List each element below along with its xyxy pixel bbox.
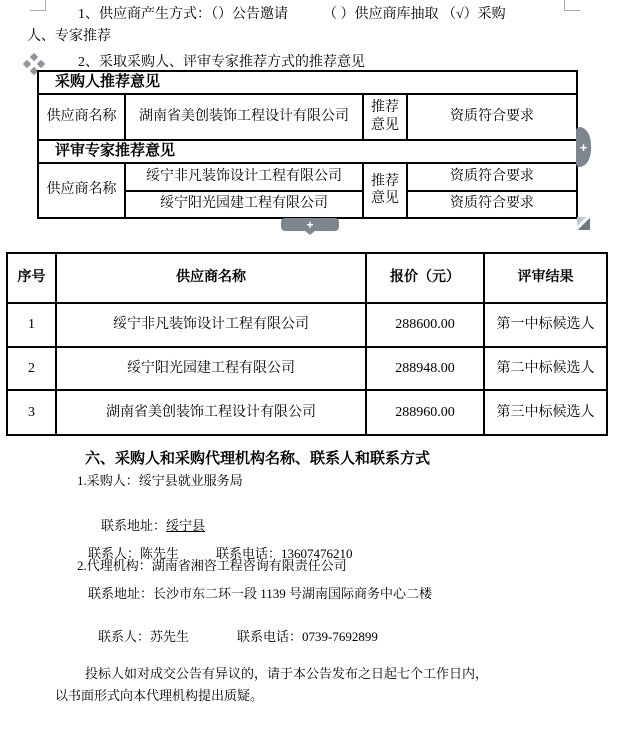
supplier-method-wrap-line: 人、专家推荐: [27, 29, 111, 44]
recommendation-table: [37, 70, 578, 219]
plus-icon: +: [579, 139, 588, 155]
contact-person: 联系人：苏先生: [98, 628, 190, 644]
column-header-index: 序号: [7, 253, 56, 303]
opinion-label: 推荐意见: [363, 163, 407, 218]
table-row: [7, 347, 607, 390]
expert-recommended-supplier-1: 绥宁非凡装饰设计工程有限公司: [125, 163, 363, 191]
plus-icon: +: [306, 217, 314, 232]
bid-price: 288600.00: [366, 303, 484, 347]
recommendation-intro-line: 2、采取采购人、评审专家推荐方式的推荐意见: [78, 55, 365, 70]
insert-column-button[interactable]: [576, 127, 591, 167]
objection-note-line1: 投标人如对成交公告有异议的，请于本公告发布之日起七个工作日内，: [85, 666, 489, 681]
table-row: [38, 140, 577, 163]
table-row: [38, 163, 577, 191]
table-row: [7, 303, 607, 347]
table-resize-handle-icon[interactable]: [577, 217, 590, 230]
objection-note-line2: 以书面形式向本代理机构提出质疑。: [55, 688, 264, 703]
purchaser-section-header: 采购人推荐意见: [38, 71, 577, 94]
row-index: 1: [7, 303, 56, 347]
column-header-supplier: 供应商名称: [56, 253, 366, 303]
address-label: 联系地址：: [101, 517, 167, 533]
bid-price: 288960.00: [366, 390, 484, 435]
purchaser-name-line: 1.采购人：绥宁县就业服务局: [77, 473, 243, 488]
contact-phone: 联系电话：0739-7692899: [237, 628, 378, 644]
supplier-method-line: 1、供应商产生方式：（）公告邀请 （ ）供应商库抽取 （√）采购: [78, 7, 506, 22]
table-row: [7, 390, 607, 435]
supplier-name: 绥宁阳光园建工程有限公司: [56, 347, 366, 390]
bid-price: 288948.00: [366, 347, 484, 390]
opinion-label: 推荐意见: [363, 94, 407, 140]
negotiation-table: [6, 252, 608, 436]
agency-name-line: 2.代理机构：湖南省湘咨工程咨询有限责任公司: [77, 558, 347, 573]
expert-recommended-supplier-2: 绥宁阳光园建工程有限公司: [125, 191, 363, 218]
purchaser-recommended-supplier: 湖南省美创装饰工程设计有限公司: [125, 94, 363, 140]
table-row: [38, 94, 577, 140]
review-result: 第一中标候选人: [484, 303, 607, 347]
section6-title: 六、采购人和采购代理机构名称、联系人和联系方式: [85, 451, 431, 467]
contact-phone: 联系电话：13607476210: [216, 545, 353, 561]
expert-opinion-value-2: 资质符合要求: [407, 191, 577, 218]
expert-section-header: 评审专家推荐意见: [38, 140, 577, 163]
row-index: 2: [7, 347, 56, 390]
supplier-name: 湖南省美创装饰工程设计有限公司: [56, 390, 366, 435]
column-header-result: 评审结果: [484, 253, 607, 303]
table-header-row: [7, 253, 607, 303]
margin-corner-mark-right: [564, 0, 580, 11]
expert-opinion-value-1: 资质符合要求: [407, 163, 577, 191]
column-header-price: 报价（元）: [366, 253, 484, 303]
supplier-name-label: 供应商名称: [38, 94, 125, 140]
supplier-name: 绥宁非凡装饰设计工程有限公司: [56, 303, 366, 347]
insert-row-button[interactable]: [281, 218, 339, 231]
agency-address-line: 联系地址：长沙市东二环一段 1139 号湖南国际商务中心二楼: [88, 586, 433, 601]
agency-contact-line: [85, 613, 378, 660]
purchaser-opinion-value: 资质符合要求: [407, 94, 577, 140]
row-index: 3: [7, 390, 56, 435]
supplier-name-label: 供应商名称: [38, 163, 125, 218]
review-result: 第三中标候选人: [484, 390, 607, 435]
review-result: 第二中标候选人: [484, 347, 607, 390]
table-row: [38, 71, 577, 94]
contact-person: 联系人：陈先生: [88, 545, 180, 561]
margin-corner-mark-left: [30, 0, 46, 11]
address-value: 绥宁县: [166, 517, 206, 533]
